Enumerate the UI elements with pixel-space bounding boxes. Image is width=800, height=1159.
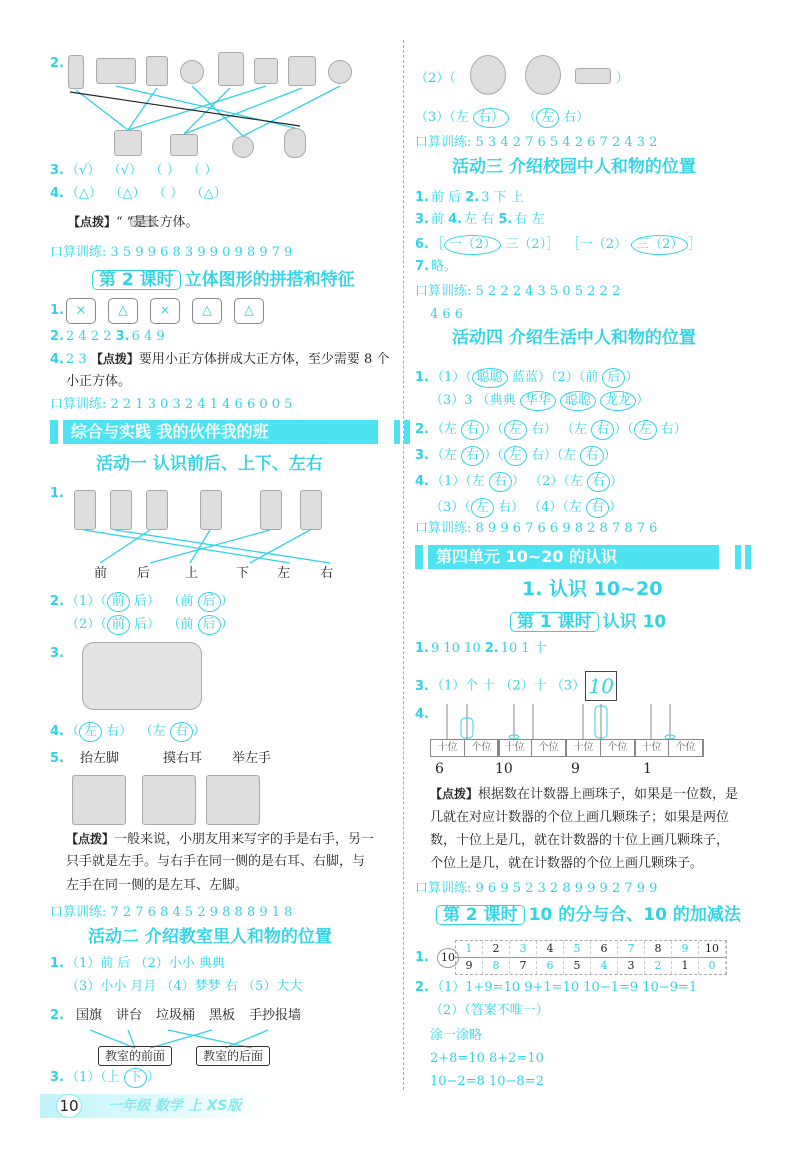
decomposition-pair — [591, 941, 618, 974]
tip-line: 个位上是几，就在计数器的个位上画几颗珠子。 — [430, 856, 704, 871]
top-part: 9 — [672, 941, 698, 958]
top-part: 5 — [564, 941, 590, 958]
a4-q4-line2: （3）（ 左 右） （4）（左 右 ） — [430, 498, 622, 518]
oral-training-cont: 4 6 6 — [430, 307, 464, 322]
activity-heading: 活动二 介绍教室里人和物的位置 — [88, 927, 332, 947]
lesson-heading: 第 1 课时 认识 10 — [510, 612, 666, 632]
activity-heading: 活动四 介绍生活中人和物的位置 — [452, 328, 696, 348]
a4-q1-line2: （3）3 （典典 华华 聪聪 龙龙 ） — [430, 391, 649, 411]
decomposition-pair — [645, 941, 672, 974]
v-q2-line: 涂一涂略 — [430, 1028, 483, 1043]
bottom-part: 9 — [465, 959, 473, 972]
footer-band: 一年级 数学 上 XS版 — [40, 1094, 270, 1118]
top-part: 8 — [645, 941, 671, 958]
oral-training: 口算训练: 5 3 4 2 7 6 5 4 2 6 7 2 4 3 2 — [415, 135, 658, 150]
oral-training: 口算训练: 5 2 2 2 4 3 5 0 5 2 2 2 — [415, 284, 621, 299]
a2-q3: 3. （1）（上 下 ） — [50, 1068, 160, 1088]
activity-heading: 活动三 介绍校园中人和物的位置 — [452, 157, 696, 177]
decomposition-pair — [618, 941, 645, 974]
decomposition-pair — [456, 941, 483, 974]
bottom-part: 2 — [654, 959, 662, 972]
section-heading: 1. 认识 10~20 — [522, 578, 663, 600]
classroom-boxes: 教室的前面 教室的后面 — [98, 1046, 270, 1066]
v-q2-line: 10−2=8 10−8=2 — [430, 1074, 544, 1089]
a3-q1: 1. 前 后 2. 3 下 上 — [415, 190, 524, 205]
tip-line: 只手就是左手。与右手在同一侧的是右耳、右脚，与 — [66, 854, 366, 869]
intersection-image — [82, 642, 202, 710]
v-q2-line: 2+8=10 8+2=10 — [430, 1051, 544, 1066]
decomposition-table — [455, 940, 727, 975]
u-q3: 3. （1）个 十 （2）十 （3） 10 — [415, 671, 617, 701]
a1-q5: 5. 抬左脚 摸右耳 举左手 — [50, 751, 272, 766]
bottom-part: 1 — [681, 959, 689, 972]
a1-q2-1: 2. （1）（ 前 后） （前 后 ） — [50, 592, 234, 612]
decomposition-pair — [699, 941, 726, 974]
q3: 3. （√） （√） （ ） （ ） — [50, 163, 218, 178]
a1-q2-2: （2）（ 前 后） （前 后 ） — [66, 615, 234, 635]
oral-training: 口算训练: 2 2 1 3 0 3 2 4 1 4 6 6 0 0 5 — [50, 397, 293, 412]
top-part: 2 — [483, 941, 509, 958]
activity-heading: 活动一 认识前后、上下、左右 — [96, 454, 323, 474]
tip-line: 数，十位上是几，就在计数器的十位上画几颗珠子， — [430, 833, 730, 848]
a4-q1: 1. （1）（ 聪聪 蓝蓝）（2）（前 后 ） — [415, 368, 638, 388]
q2: 2. — [50, 56, 64, 71]
tip-cuboid: 【点拨】“ ”是长方体。 — [68, 215, 199, 230]
a2-q2: 2. 国旗 讲台 垃圾桶 黑板 手抄报墙 — [50, 1008, 302, 1023]
tip-hands: 【点拨】一般来说，小朋友用来写字的手是右手，另一 — [66, 832, 375, 847]
direction-labels: 前 后 上 下 左 右 — [94, 566, 334, 581]
section-banner: 综合与实践 我的伙伴我的班 — [58, 420, 378, 444]
tip-abacus: 【点拨】根据数在计数器上画珠子，如果是一位数，是 — [430, 787, 739, 802]
top-q2: （2）（ ） — [415, 71, 629, 86]
l2-q2: 2. 2 4 2 2 3. 6 4 9 — [50, 329, 165, 344]
top-part: 10 — [699, 941, 725, 958]
u-q4: 4. — [415, 707, 429, 722]
decomposition-pair — [564, 941, 591, 974]
oral-training: 口算训练: 3 5 9 9 6 8 3 9 9 0 9 8 9 7 9 — [50, 245, 293, 260]
decomposition-pair — [537, 941, 564, 974]
written-ten-box: 10 — [585, 671, 617, 701]
bottom-part: 8 — [492, 959, 500, 972]
oral-training: 口算训练: 7 2 7 6 8 4 5 2 9 8 8 8 9 1 8 — [50, 905, 293, 920]
a1-q3: 3. — [50, 646, 64, 661]
bottom-part: 3 — [627, 959, 635, 972]
a2-q1-line2: （3）小小 月月 （4）梦梦 右 （5）大大 — [66, 979, 303, 994]
bottom-part: 7 — [519, 959, 527, 972]
l2-q4: 4. 2 3 【点拨】要用小正方体拼成大正方体，至少需要 8 个 — [50, 352, 390, 367]
v-q1: 1. 10 — [415, 938, 459, 968]
l2-q1: 1. × △ × △ △ — [50, 298, 276, 324]
a3-q6: 6. ［ 一（2） 三（2）］ ［一（2） 三（2） ］ — [415, 235, 701, 255]
oral-training: 口算训练: 9 6 9 5 2 3 2 8 9 9 9 2 7 9 9 — [415, 881, 658, 896]
unit-banner: 第四单元 10~20 的认识 — [423, 545, 719, 569]
top-part: 6 — [591, 941, 617, 958]
bottom-part: 6 — [546, 959, 554, 972]
a3-q3: 3. 前 4. 左 右 5. 右 左 — [415, 212, 545, 227]
page-number: 10 — [56, 1094, 82, 1118]
top-q3: （3）（左 右） （ 左 右） — [415, 108, 589, 128]
a4-q3: 3. （左 右 ）（ 左 右）（左 右 ） — [415, 446, 617, 466]
tip-continuation: 小正方体。 — [66, 374, 132, 389]
bottom-part: 4 — [600, 959, 608, 972]
a4-q2: 2. （左 右 ）（ 左 右） （左 右 ）（ 左 右） — [415, 420, 687, 440]
tip-line: 几就在对应计数器的个位上画几颗珠子；如果是两位 — [430, 810, 730, 825]
decomposition-pair — [483, 941, 510, 974]
a3-q7: 7. 略。 — [415, 259, 457, 274]
q4: 4. （△） （△） （ ） （△） — [50, 186, 227, 201]
bottom-part: 5 — [573, 959, 581, 972]
u-q1: 1. 9 10 10 2. 10 1 十 — [415, 641, 547, 656]
top-part: 3 — [510, 941, 536, 958]
top-part: 1 — [456, 941, 482, 958]
lesson-heading: 第 2 课时 10 的分与合、10 的加减法 — [436, 905, 741, 925]
a1-q4: 4. （ 左 右） （左 右 ） — [50, 722, 206, 742]
abacus-values: 6 10 9 1 — [435, 761, 652, 777]
column-divider — [403, 40, 404, 1090]
a4-q4: 4. （1）（左 右 ） （2）（左 右 ） — [415, 472, 623, 492]
top-part: 7 — [618, 941, 644, 958]
lesson-heading: 第 2 课时 立体图形的拼搭和特征 — [92, 270, 355, 290]
decomposition-pair — [510, 941, 537, 974]
tip-line: 左手在同一侧的是左耳、左脚。 — [66, 878, 249, 893]
top-part: 4 — [537, 941, 563, 958]
decomposition-pair — [672, 941, 699, 974]
a2-q1: 1. （1）前 后 （2）小小 典典 — [50, 956, 225, 971]
bottom-part: 0 — [708, 959, 716, 972]
a1-q1: 1. — [50, 486, 64, 501]
v-q2: 2. （1）1+9=10 9+1=10 10−1=9 10−9=1 — [415, 980, 698, 995]
oral-training: 口算训练: 8 9 9 6 7 6 6 9 8 2 8 7 8 7 6 — [415, 521, 658, 536]
v-q2-line: （2）（答案不唯一） — [430, 1003, 549, 1018]
